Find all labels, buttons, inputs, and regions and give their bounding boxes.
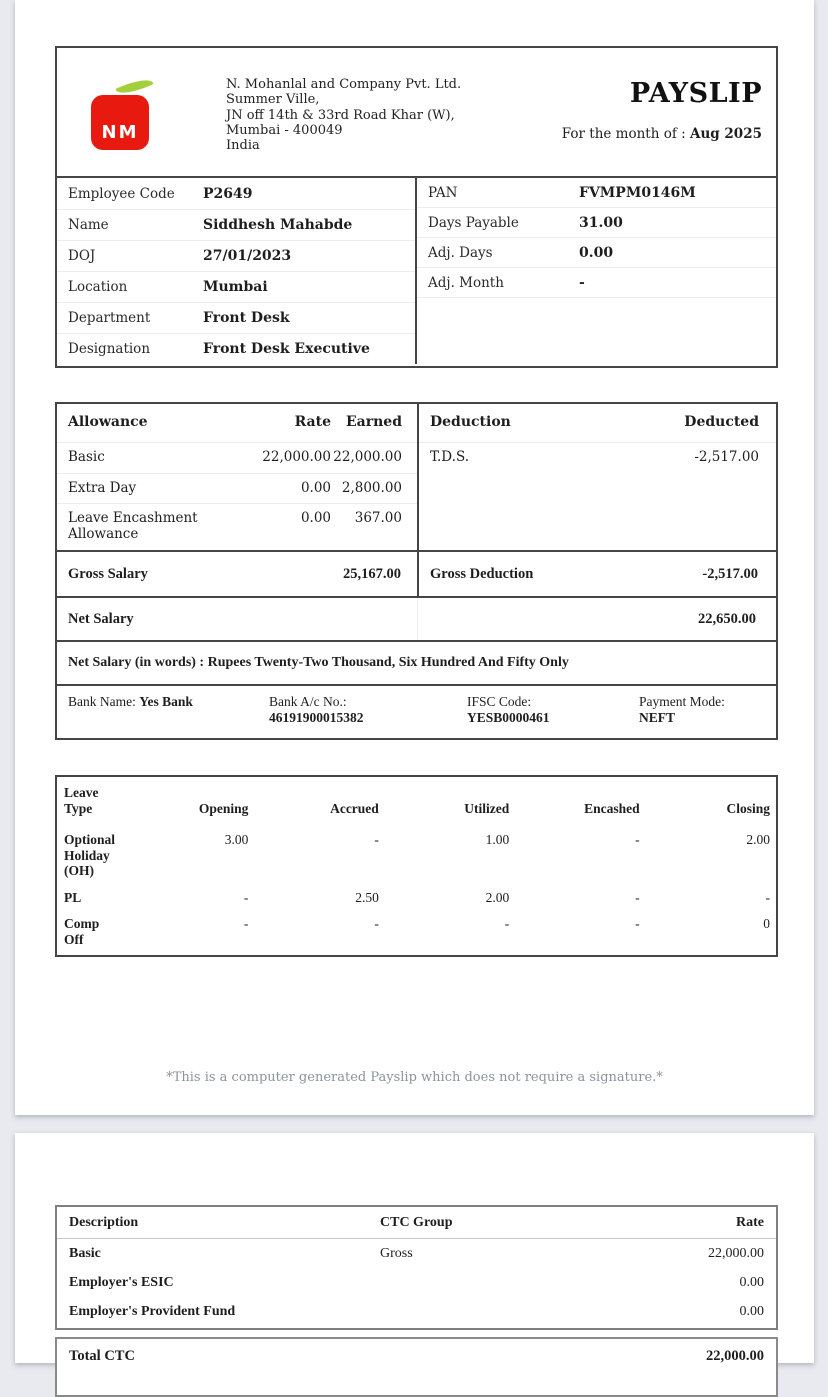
earnings-row: Leave Encashment Allowance 0.00 367.00 — [57, 503, 419, 549]
net-salary-in-words: Net Salary (in words) : Rupees Twenty-Two Thousand, Six Hundred And Fifty Only — [57, 640, 776, 684]
gross-deduction-label: Gross Deduction — [430, 565, 534, 582]
ctc-header-row: Description CTC Group Rate — [57, 1207, 776, 1239]
salary-box — [55, 402, 778, 740]
payslip-header — [57, 48, 776, 178]
bank-ifsc: IFSC Code: YESB0000461 — [467, 694, 550, 725]
employee-row: Name Siddhesh Mahabde — [57, 209, 415, 240]
employee-row: DOJ 27/01/2023 — [57, 240, 415, 271]
logo-monogram: NM — [101, 122, 139, 143]
net-salary-label: Net Salary — [68, 610, 134, 627]
center-divider — [417, 404, 419, 596]
employee-row: Department Front Desk — [57, 302, 415, 333]
total-ctc-row — [55, 1337, 778, 1397]
earnings-row: Extra Day 0.00 2,800.00 — [57, 473, 419, 504]
company-address-line: India — [226, 138, 260, 154]
net-salary-value: 22,650.00 — [698, 610, 756, 627]
earnings-header-row: Allowance Rate Earned — [68, 414, 402, 431]
earnings-table — [57, 404, 419, 550]
payslip-header-box — [55, 46, 778, 368]
computer-generated-note: *This is a computer generated Payslip which does not require a signature.* — [166, 1070, 663, 1085]
employee-row: Adj. Days 0.00 — [417, 238, 776, 268]
payslip-page-2 — [15, 1133, 814, 1363]
payslip-page-1 — [15, 0, 814, 1115]
company-name: N. Mohanlal and Company Pvt. Ltd. — [226, 77, 462, 92]
net-salary-row — [57, 596, 776, 640]
month-value: Aug 2025 — [689, 126, 762, 142]
bank-details-row — [57, 684, 776, 738]
ctc-row: Employer's Provident Fund 0.00 — [69, 1303, 764, 1319]
gross-salary-label: Gross Salary — [68, 565, 148, 582]
deductions-table — [419, 404, 776, 550]
employee-row: PAN FVMPM0146M — [417, 178, 776, 208]
gross-deduction-value: -2,517.00 — [702, 565, 758, 582]
month-label: For the month of : — [561, 126, 686, 142]
company-address-line: Summer Ville, — [226, 92, 320, 108]
deductions-row: T.D.S. -2,517.00 — [419, 442, 776, 473]
gross-salary-value: 25,167.00 — [343, 565, 401, 582]
earnings-row: Basic 22,000.00 22,000.00 — [57, 442, 419, 473]
leave-row: PL - 2.50 2.00 - - — [64, 889, 771, 905]
leave-row: Optional Holiday (OH) 3.00 - 1.00 - 2.00 — [64, 832, 771, 878]
employee-row: Days Payable 31.00 — [417, 208, 776, 238]
company-logo — [91, 80, 153, 152]
ctc-row: Employer's ESIC 0.00 — [69, 1274, 764, 1290]
payslip-month — [562, 126, 762, 142]
company-address-block — [226, 77, 461, 153]
payment-mode: Payment Mode: NEFT — [639, 694, 725, 725]
employee-details — [57, 178, 776, 364]
leave-row: Comp Off - - - - 0 — [64, 916, 771, 947]
bank-name: Bank Name: Yes Bank — [68, 694, 193, 709]
payslip-title: PAYSLIP — [629, 78, 762, 109]
employee-details-left — [57, 178, 417, 364]
employee-details-right — [417, 178, 776, 364]
ctc-table — [55, 1205, 778, 1330]
leave-summary-box — [55, 775, 778, 957]
total-ctc-label: Total CTC — [69, 1348, 135, 1364]
total-ctc-value: 22,000.00 — [706, 1348, 764, 1364]
logo-square — [91, 95, 149, 150]
company-address-line: JN off 14th & 33rd Road Khar (W), — [226, 107, 455, 123]
employee-row: Designation Front Desk Executive — [57, 333, 415, 364]
company-address-line: Mumbai - 400049 — [226, 122, 343, 138]
bank-account: Bank A/c No.: 46191900015382 — [269, 694, 364, 725]
employee-row: Employee Code P2649 — [68, 185, 253, 202]
employee-row: Location Mumbai — [57, 271, 415, 302]
deductions-header-row: Deduction Deducted — [430, 414, 759, 431]
leave-header-row: Leave Type Opening Accrued Utilized Encashed Closing — [64, 785, 771, 816]
employee-row: Adj. Month - — [417, 268, 776, 298]
payslip-title-block — [562, 48, 762, 142]
ctc-row: Basic Gross 22,000.00 — [69, 1245, 764, 1261]
